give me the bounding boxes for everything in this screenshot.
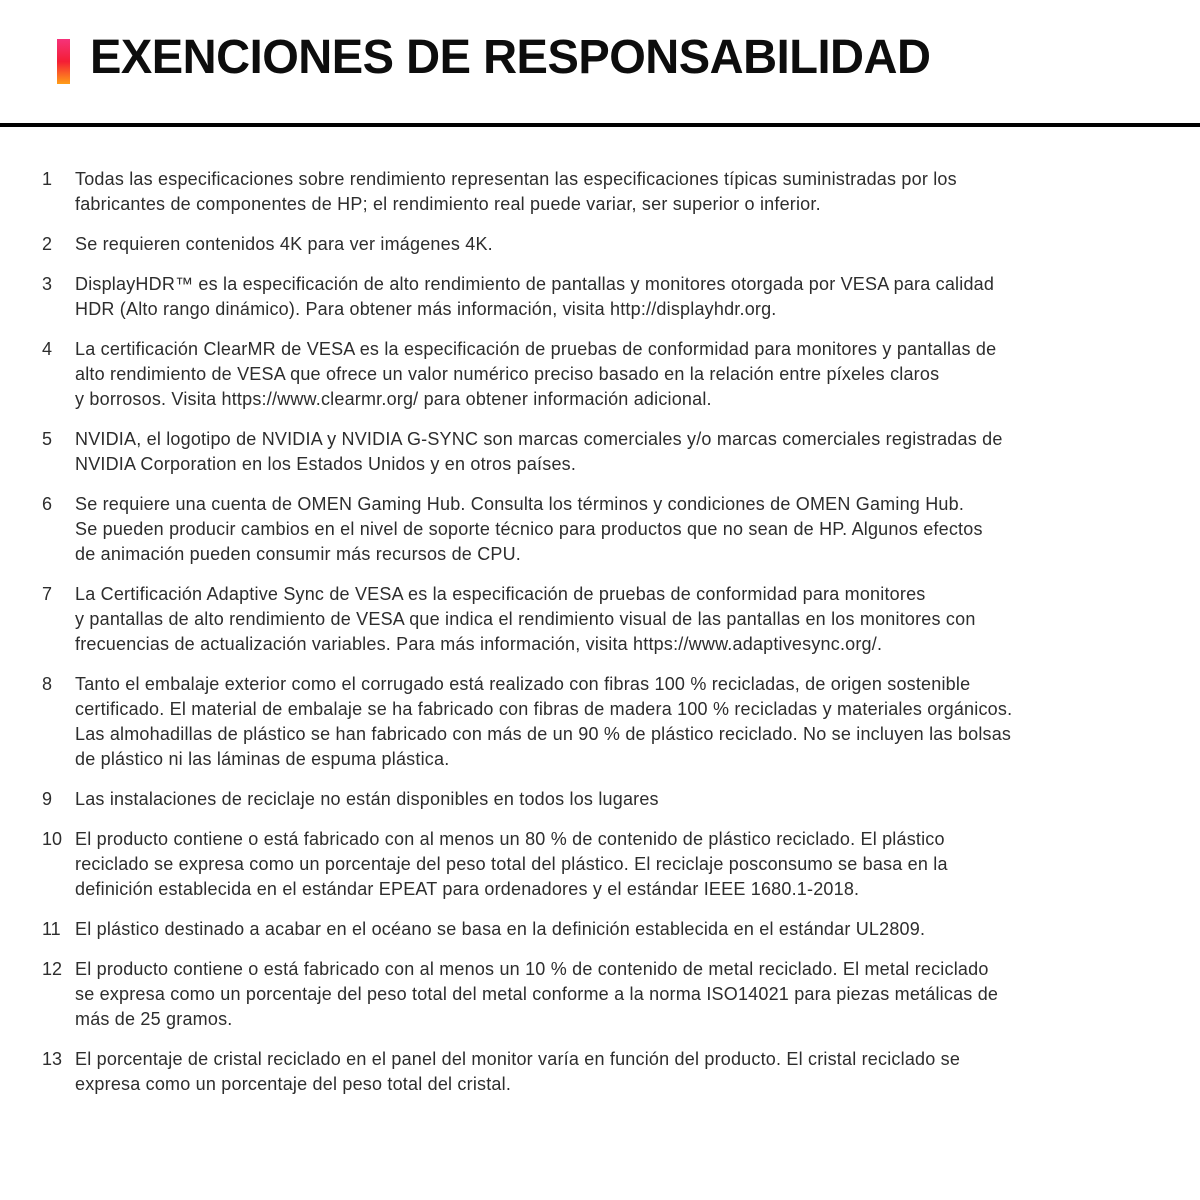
disclaimer-text <box>75 1047 960 1097</box>
disclaimer-number: 1 <box>42 169 53 189</box>
disclaimer-item <box>42 672 1170 772</box>
disclaimer-line: alto rendimiento de VESA que ofrece un valor numérico preciso basado en la relación entre píxeles claros <box>75 364 940 384</box>
disclaimer-text <box>75 957 998 1032</box>
disclaimer-text <box>75 582 976 657</box>
disclaimer-item <box>42 787 1170 812</box>
disclaimer-item <box>42 917 1170 942</box>
disclaimer-number: 12 <box>42 959 63 979</box>
disclaimer-text <box>75 427 1003 477</box>
disclaimer-text <box>75 787 659 812</box>
disclaimer-line: más de 25 gramos. <box>75 1009 233 1029</box>
disclaimer-line: y pantallas de alto rendimiento de VESA que indica el rendimiento visual de las pantallas en los monitores con <box>75 609 976 629</box>
disclaimer-line: Tanto el embalaje exterior como el corrugado está realizado con fibras 100 % recicladas, de origen sostenible <box>75 674 971 694</box>
disclaimer-text <box>75 917 925 942</box>
disclaimer-text <box>75 337 996 412</box>
disclaimer-line: Las almohadillas de plástico se han fabricado con más de un 90 % de plástico reciclado. No se incluyen las bolsas <box>75 724 1012 744</box>
disclaimer-item <box>42 1047 1170 1097</box>
disclaimer-line: expresa como un porcentaje del peso total del cristal. <box>75 1074 512 1094</box>
disclaimer-line: Las instalaciones de reciclaje no están disponibles en todos los lugares <box>75 789 659 809</box>
disclaimer-line: El porcentaje de cristal reciclado en el panel del monitor varía en función del producto. El cristal reciclado se <box>75 1049 961 1069</box>
disclaimer-line: de animación pueden consumir más recursos de CPU. <box>75 544 522 564</box>
disclaimer-text <box>75 232 493 257</box>
page-header <box>0 0 1200 127</box>
disclaimer-line: Se pueden producir cambios en el nivel de soporte técnico para productos que no sean de HP. Algunos efectos <box>75 519 983 539</box>
disclaimer-line: DisplayHDR™ es la especificación de alto rendimiento de pantallas y monitores otorgada por VESA para calidad <box>75 274 995 294</box>
disclaimer-item <box>42 582 1170 657</box>
disclaimer-number: 7 <box>42 584 53 604</box>
disclaimer-item <box>42 167 1170 217</box>
disclaimer-text <box>75 672 1012 772</box>
disclaimer-line: definición establecida en el estándar EPEAT para ordenadores y el estándar IEEE 1680.1-2018. <box>75 879 860 899</box>
disclaimer-line: Todas las especificaciones sobre rendimiento representan las especificaciones típicas suministradas por los <box>75 169 957 189</box>
disclaimer-line: reciclado se expresa como un porcentaje del peso total del plástico. El reciclaje posconsumo se basa en la <box>75 854 948 874</box>
disclaimer-item <box>42 232 1170 257</box>
disclaimer-line: NVIDIA Corporation en los Estados Unidos y en otros países. <box>75 454 577 474</box>
disclaimer-line: Se requiere una cuenta de OMEN Gaming Hub. Consulta los términos y condiciones de OMEN Gaming Hub. <box>75 494 965 514</box>
disclaimer-line: El producto contiene o está fabricado con al menos un 10 % de contenido de metal reciclado. El metal reciclado <box>75 959 989 979</box>
disclaimer-text <box>75 827 948 902</box>
disclaimer-line: certificado. El material de embalaje se ha fabricado con fibras de madera 100 % recicladas y materiales orgánicos. <box>75 699 1013 719</box>
page-title: EXENCIONES DE RESPONSABILIDAD <box>90 31 931 84</box>
disclaimer-item <box>42 957 1170 1032</box>
disclaimer-line: El plástico destinado a acabar en el océano se basa en la definición establecida en el estándar UL2809. <box>75 919 926 939</box>
disclaimer-number: 5 <box>42 429 53 449</box>
disclaimer-number: 11 <box>42 919 61 939</box>
disclaimer-line: se expresa como un porcentaje del peso total del metal conforme a la norma ISO14021 para piezas metálicas de <box>75 984 999 1004</box>
disclaimer-number: 4 <box>42 339 53 359</box>
disclaimer-number: 8 <box>42 674 53 694</box>
disclaimer-text <box>75 492 983 567</box>
disclaimer-list <box>0 127 1200 1097</box>
disclaimer-item <box>42 492 1170 567</box>
disclaimer-item <box>42 427 1170 477</box>
disclaimer-number: 6 <box>42 494 53 514</box>
disclaimer-line: de plástico ni las láminas de espuma plástica. <box>75 749 450 769</box>
disclaimer-text <box>75 272 994 322</box>
disclaimer-number: 3 <box>42 274 53 294</box>
disclaimer-item <box>42 827 1170 902</box>
disclaimer-line: y borrosos. Visita https://www.clearmr.org/ para obtener información adicional. <box>75 389 712 409</box>
disclaimer-line: La certificación ClearMR de VESA es la especificación de pruebas de conformidad para monitores y pantallas de <box>75 339 997 359</box>
disclaimer-number: 2 <box>42 234 53 254</box>
disclaimer-item <box>42 272 1170 322</box>
accent-bar-icon <box>57 39 70 84</box>
disclaimer-text <box>75 167 957 217</box>
disclaimer-line: HDR (Alto rango dinámico). Para obtener más información, visita http://displayhdr.org. <box>75 299 777 319</box>
disclaimer-number: 13 <box>42 1049 63 1069</box>
disclaimer-item <box>42 337 1170 412</box>
disclaimer-number: 9 <box>42 789 53 809</box>
disclaimer-line: La Certificación Adaptive Sync de VESA es la especificación de pruebas de conformidad para monitores <box>75 584 926 604</box>
disclaimer-number: 10 <box>42 829 63 849</box>
disclaimer-line: frecuencias de actualización variables. Para más información, visita https://www.adaptivesync.org/. <box>75 634 883 654</box>
disclaimer-line: NVIDIA, el logotipo de NVIDIA y NVIDIA G-SYNC son marcas comerciales y/o marcas comerciales registradas de <box>75 429 1003 449</box>
disclaimer-line: El producto contiene o está fabricado con al menos un 80 % de contenido de plástico reciclado. El plástico <box>75 829 945 849</box>
disclaimer-line: Se requieren contenidos 4K para ver imágenes 4K. <box>75 234 493 254</box>
disclaimer-line: fabricantes de componentes de HP; el rendimiento real puede variar, ser superior o inferior. <box>75 194 821 214</box>
